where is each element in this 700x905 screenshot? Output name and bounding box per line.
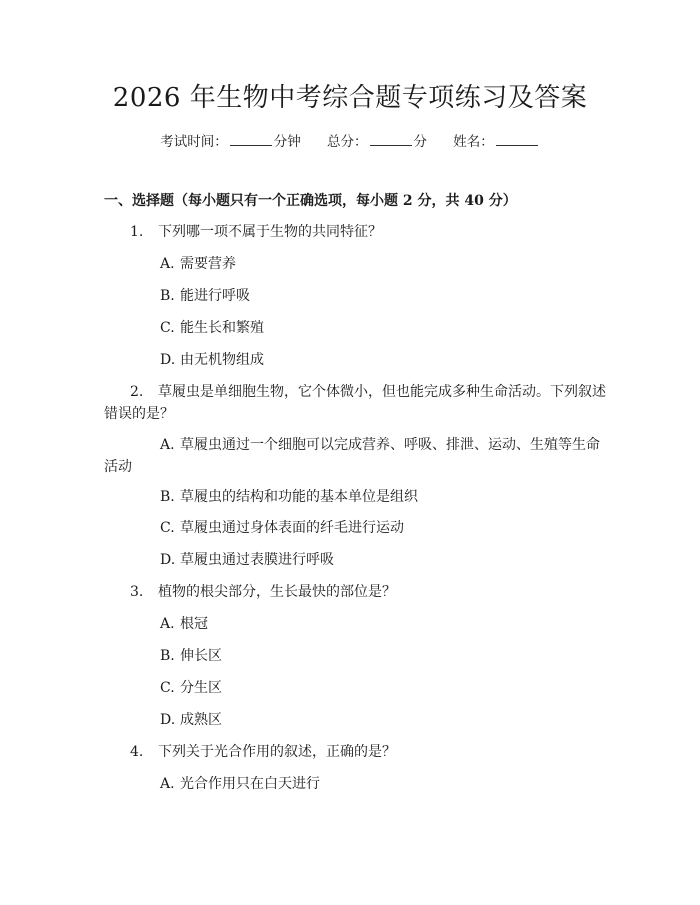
student-name-blank	[496, 131, 538, 146]
option-1b	[160, 285, 250, 307]
option-text: 草履虫通过身体表面的纤毛进行运动	[180, 520, 404, 536]
option-text: 草履虫通过一个细胞可以完成营养、呼吸、排泄、运动、生殖等生命	[180, 437, 600, 453]
option-letter: C.	[160, 680, 175, 696]
option-letter: C.	[160, 320, 175, 336]
question-number: 4.	[130, 744, 144, 760]
option-text: 伸长区	[180, 648, 222, 664]
option-1d	[160, 349, 264, 371]
question-number: 3.	[130, 584, 144, 600]
exam-info-line	[0, 131, 700, 152]
option-4a	[160, 773, 320, 795]
option-1a	[160, 253, 236, 275]
option-text: 能生长和繁殖	[180, 320, 264, 336]
question-2-continuation: 错误的是？	[104, 406, 174, 422]
option-2b	[160, 486, 418, 508]
option-letter: C.	[160, 520, 175, 536]
exam-time-field	[160, 131, 301, 152]
question-3	[130, 581, 396, 603]
question-text: 草履虫是单细胞生物，它个体微小，但也能完成多种生命活动。下列叙述	[158, 384, 606, 400]
page-title: 2026 年生物中考综合题专项练习及答案	[112, 83, 588, 113]
option-text: 成熟区	[180, 712, 222, 728]
option-2a-continuation: 活动	[104, 459, 132, 475]
option-letter: A.	[160, 437, 175, 453]
question-number: 2.	[130, 384, 144, 400]
total-score-field	[327, 131, 427, 152]
option-3b	[160, 645, 222, 667]
total-score-unit: 分	[413, 134, 427, 150]
option-1c	[160, 317, 264, 339]
question-text: 下列哪一项不属于生物的共同特征？	[158, 224, 382, 240]
option-text: 光合作用只在白天进行	[180, 776, 320, 792]
option-letter: A.	[160, 256, 175, 272]
exam-time-label: 考试时间：	[160, 134, 228, 150]
option-text: 需要营养	[180, 256, 236, 272]
option-text: 能进行呼吸	[180, 288, 250, 304]
option-letter: D.	[160, 352, 176, 368]
exam-time-unit: 分钟	[273, 134, 301, 150]
option-letter: D.	[160, 552, 176, 568]
student-name-field	[453, 131, 540, 152]
question-2	[130, 381, 606, 403]
option-2d	[160, 549, 334, 571]
total-score-blank	[370, 131, 412, 146]
option-3c	[160, 677, 222, 699]
question-number: 1.	[130, 224, 144, 240]
option-letter: A.	[160, 616, 175, 632]
question-text: 下列关于光合作用的叙述，正确的是？	[158, 744, 396, 760]
option-3a	[160, 613, 208, 635]
option-letter: B.	[160, 489, 175, 505]
option-text: 分生区	[180, 680, 222, 696]
section-heading: 一、选择题（每小题只有一个正确选项，每小题 2 分，共 40 分）	[104, 193, 517, 209]
option-2c	[160, 517, 404, 539]
option-text: 根冠	[180, 616, 208, 632]
student-name-label: 姓名：	[453, 134, 494, 150]
option-text: 草履虫的结构和功能的基本单位是组织	[180, 489, 418, 505]
option-letter: B.	[160, 648, 175, 664]
option-2a	[160, 434, 600, 456]
option-letter: A.	[160, 776, 175, 792]
option-letter: B.	[160, 288, 175, 304]
exam-time-blank	[230, 131, 272, 146]
question-text: 植物的根尖部分，生长最快的部位是？	[158, 584, 396, 600]
option-letter: D.	[160, 712, 176, 728]
total-score-label: 总分：	[327, 134, 368, 150]
question-1	[130, 221, 382, 243]
option-text: 由无机物组成	[180, 352, 264, 368]
option-text: 草履虫通过表膜进行呼吸	[180, 552, 334, 568]
question-4	[130, 741, 396, 763]
option-3d	[160, 709, 222, 731]
